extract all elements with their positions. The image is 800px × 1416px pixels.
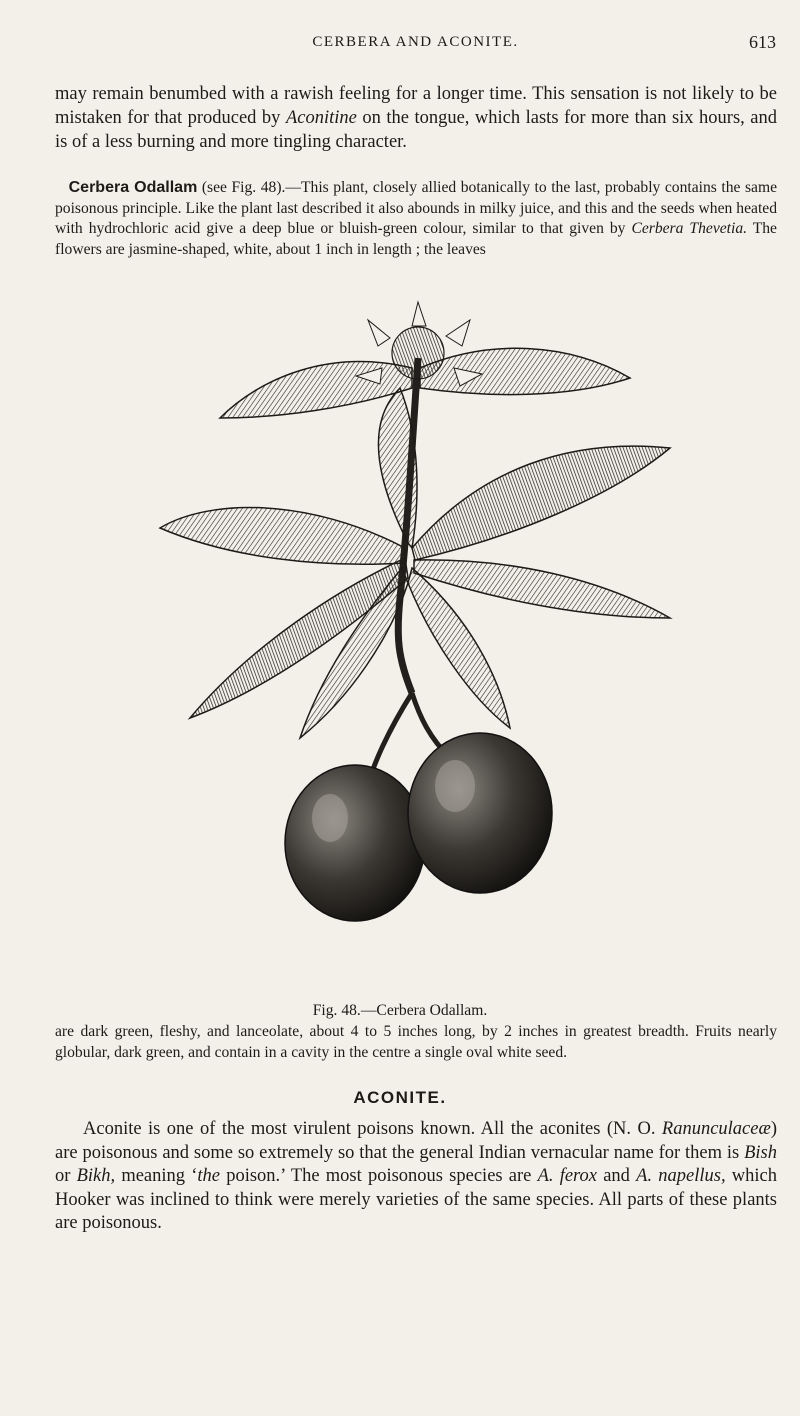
italic-term: the: [197, 1166, 221, 1186]
leaf-shape: [420, 348, 630, 394]
section-heading: ACONITE.: [353, 1088, 447, 1107]
paragraph-text: which Hooker was inclined to think were merely varieties of the same species. All parts of these plants are poisonous.: [55, 1166, 777, 1233]
paragraph-text: ) are poisonous and some so extremely so that the general Indian vernacular name for them is: [55, 1119, 777, 1163]
paragraph-text: The flowers are jasmine-shaped, white, about 1 inch in length ; the leaves: [55, 220, 777, 258]
paragraph-text: on the tongue, which lasts for more than six hours, and is of a less burning and more tingling character.: [55, 108, 777, 152]
paragraph-text: meaning ‘: [115, 1166, 198, 1186]
italic-term: Cerbera Thevetia.: [631, 220, 748, 237]
italic-term: Aconitine: [285, 108, 357, 128]
running-head: [55, 30, 776, 58]
paragraph-text: or: [55, 1166, 77, 1186]
italic-term: Ranunculaceæ: [661, 1119, 771, 1139]
paragraph-text: (see Fig. 48).—This plant, closely allied botanically to the last, probably contains the same poisonous principle. Like the plant last described it also abounds in milky juice, and this and the seeds when heated with hydrochloric acid give a deep blue or bluish-green colour, similar to that given by: [55, 179, 777, 237]
figure-caption: Fig. 48.—Cerbera Odallam.: [312, 1002, 488, 1019]
page-number: 613: [749, 32, 776, 52]
italic-term: A. napellus,: [636, 1166, 726, 1186]
leaf-shape: [220, 362, 412, 418]
italic-term: Bikh,: [76, 1166, 116, 1186]
cerbera-odallam-engraving: [150, 298, 690, 998]
running-title: CERBERA AND ACONITE.: [312, 34, 519, 50]
paragraph-text: may remain benumbed with a rawish feeling for a longer time. This sensation is not likely to be mistaken for that produced by: [55, 84, 777, 128]
paragraph-text: poison.’ The most poisonous species are: [220, 1166, 538, 1186]
paragraph-text: and: [597, 1166, 637, 1186]
fruit-shape: [285, 765, 425, 921]
botanical-illustration: [150, 298, 690, 998]
flower-cluster: [356, 302, 482, 386]
paragraph-text: Aconite is one of the most virulent poisons known. All the aconites (N. O.: [83, 1119, 662, 1139]
fruit-shape: [408, 733, 552, 893]
paragraph-aconite: [55, 1118, 777, 1236]
italic-term: A. ferox: [537, 1166, 598, 1186]
italic-term: Bish: [744, 1142, 777, 1163]
paragraph-cerbera-odallam: [55, 178, 777, 260]
paragraph-lead-term: Cerbera Odallam: [68, 179, 198, 196]
paragraph-description: are dark green, fleshy, and lanceolate, about 4 to 5 inches long, by 2 inches in greatest breadth. Fruits nearly globular, dark green, and contain in a cavity in the centre a single oval white seed.: [55, 1023, 777, 1061]
paragraph-continued: [55, 82, 777, 154]
